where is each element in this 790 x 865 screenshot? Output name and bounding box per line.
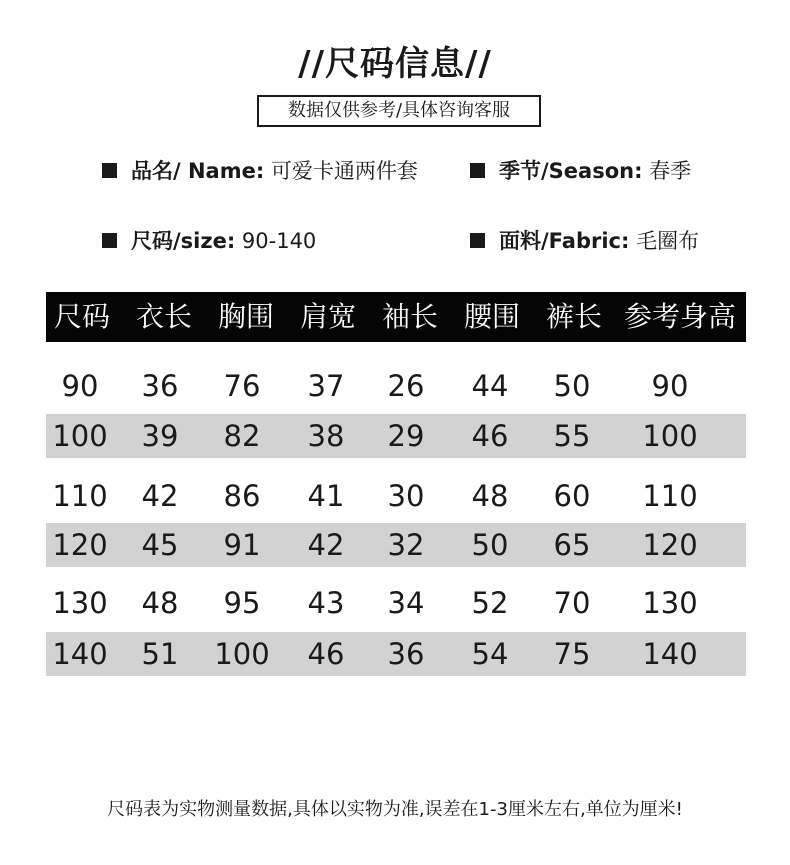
table-cell: 91 <box>223 528 261 562</box>
info-product-name <box>102 154 418 188</box>
table-cell: 120 <box>642 528 698 562</box>
table-cell: 48 <box>141 586 179 620</box>
table-cell: 86 <box>223 479 261 513</box>
table-row <box>46 581 746 625</box>
table-cell: 75 <box>553 637 591 671</box>
square-bullet-icon <box>102 163 117 178</box>
info-value: 90-140 <box>235 229 317 253</box>
table-cell: 36 <box>387 637 425 671</box>
table-cell: 50 <box>553 369 591 403</box>
table-cell: 48 <box>471 479 509 513</box>
info-label: 面料/Fabric: <box>499 229 630 253</box>
header-waist: 腰围 <box>463 300 520 333</box>
table-cell: 32 <box>387 528 425 562</box>
table-cell: 90 <box>61 369 99 403</box>
square-bullet-icon <box>470 163 485 178</box>
table-cell: 95 <box>223 586 261 620</box>
table-cell: 60 <box>553 479 591 513</box>
table-cell: 42 <box>307 528 345 562</box>
info-label: 季节/Season: <box>499 159 643 183</box>
table-cell: 130 <box>52 586 108 620</box>
info-fabric <box>470 224 699 258</box>
table-cell: 39 <box>141 419 179 453</box>
table-cell: 55 <box>553 419 591 453</box>
table-cell: 140 <box>642 637 698 671</box>
table-cell: 51 <box>141 637 179 671</box>
header-length: 衣长 <box>135 300 192 333</box>
info-value: 毛圈布 <box>629 229 700 253</box>
table-row <box>46 632 746 676</box>
info-value: 春季 <box>642 159 692 183</box>
square-bullet-icon <box>470 233 485 248</box>
info-label: 尺码/size: <box>131 229 236 253</box>
page-title: //尺码信息// <box>298 44 492 84</box>
size-table-header <box>46 292 746 342</box>
table-cell: 42 <box>141 479 179 513</box>
measurement-footnote: 尺码表为实物测量数据,具体以实物为准,误差在1-3厘米左右,单位为厘米! <box>107 799 683 820</box>
table-cell: 45 <box>141 528 179 562</box>
square-bullet-icon <box>102 233 117 248</box>
table-cell: 65 <box>553 528 591 562</box>
table-cell: 37 <box>307 369 345 403</box>
header-size: 尺码 <box>53 300 110 333</box>
table-cell: 34 <box>387 586 425 620</box>
table-cell: 120 <box>52 528 108 562</box>
header-shoulder: 肩宽 <box>299 300 356 333</box>
table-cell: 140 <box>52 637 108 671</box>
table-cell: 54 <box>471 637 509 671</box>
table-row <box>46 414 746 458</box>
table-cell: 82 <box>223 419 261 453</box>
info-label: 品名/ Name: <box>131 159 265 183</box>
header-sleeve: 袖长 <box>381 300 438 333</box>
table-cell: 46 <box>471 419 509 453</box>
table-row <box>46 364 746 408</box>
table-cell: 90 <box>651 369 689 403</box>
table-cell: 36 <box>141 369 179 403</box>
table-cell: 29 <box>387 419 425 453</box>
disclaimer-box: 数据仅供参考/具体咨询客服 <box>257 95 541 127</box>
table-cell: 50 <box>471 528 509 562</box>
table-cell: 100 <box>642 419 698 453</box>
table-cell: 100 <box>52 419 108 453</box>
table-cell: 30 <box>387 479 425 513</box>
info-value: 可爱卡通两件套 <box>264 159 418 183</box>
table-cell: 43 <box>307 586 345 620</box>
table-cell: 26 <box>387 369 425 403</box>
table-cell: 76 <box>223 369 261 403</box>
table-cell: 130 <box>642 586 698 620</box>
table-cell: 70 <box>553 586 591 620</box>
info-size-range <box>102 224 316 258</box>
header-reference-height: 参考身高 <box>623 300 736 333</box>
table-cell: 52 <box>471 586 509 620</box>
info-season <box>470 154 691 188</box>
table-cell: 41 <box>307 479 345 513</box>
table-row <box>46 474 746 518</box>
table-row <box>46 523 746 567</box>
table-cell: 100 <box>214 637 270 671</box>
table-cell: 110 <box>52 479 108 513</box>
header-chest: 胸围 <box>217 300 274 333</box>
table-cell: 38 <box>307 419 345 453</box>
header-pants-length: 裤长 <box>545 300 602 333</box>
table-cell: 110 <box>642 479 698 513</box>
table-cell: 44 <box>471 369 509 403</box>
table-cell: 46 <box>307 637 345 671</box>
